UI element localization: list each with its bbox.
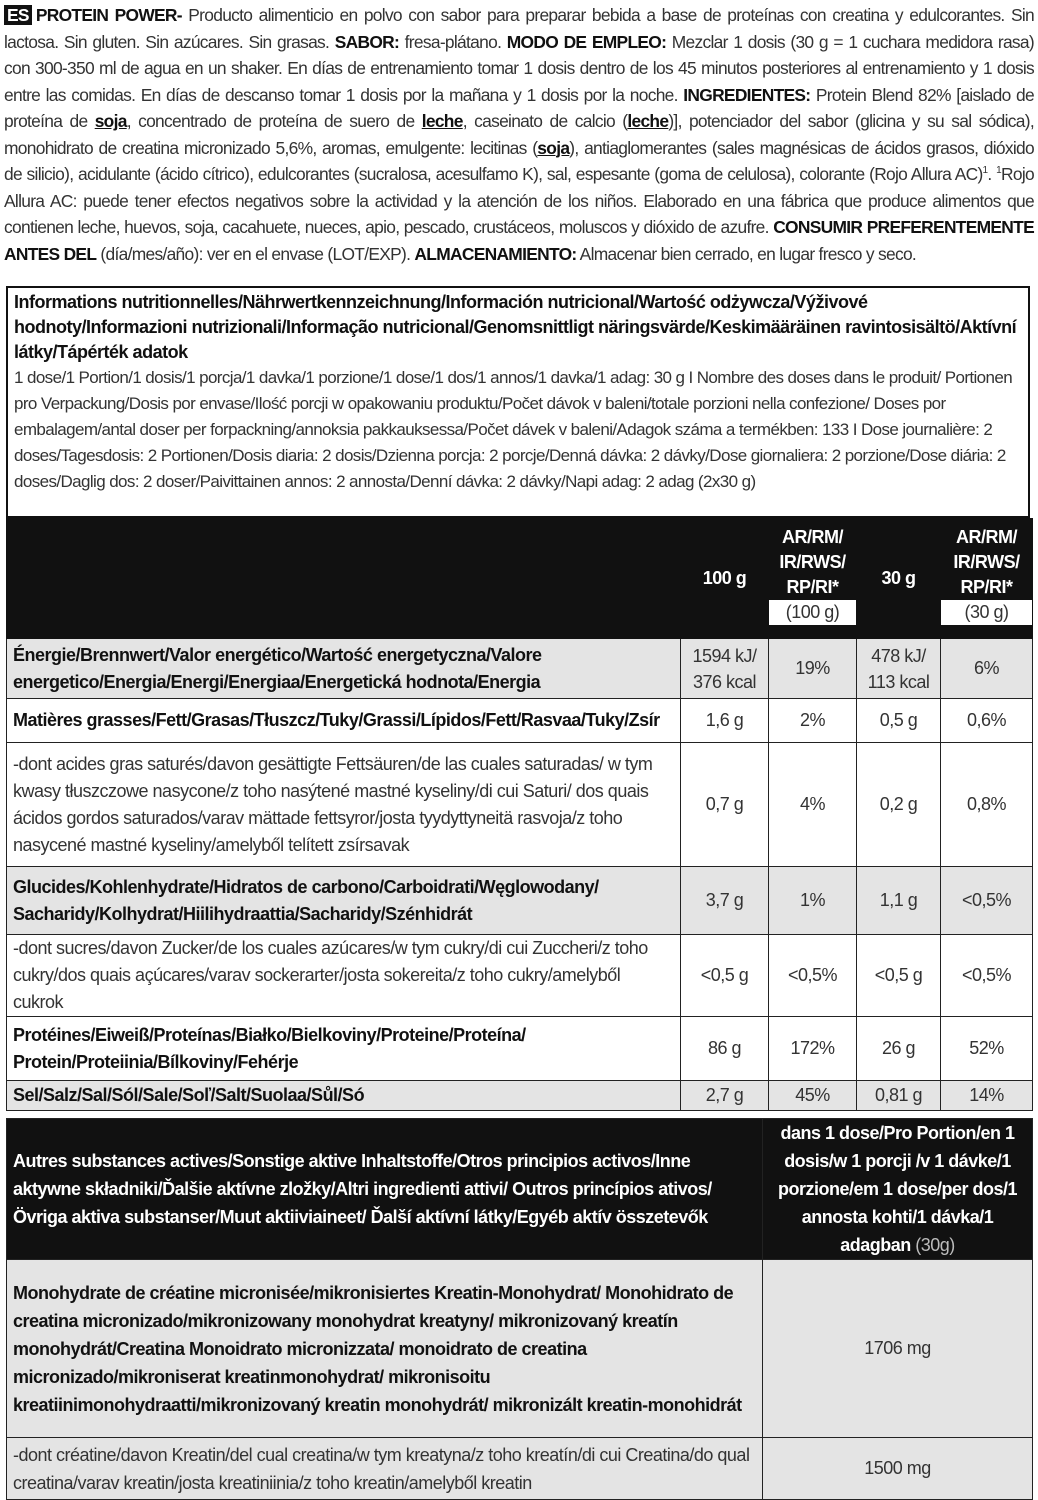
ingredients-text: , caseinato de calcio ( [462,111,628,131]
row-value-100g: 1594 kJ/ 376 kcal [681,639,769,699]
footnote-marker: 1 [996,165,1002,177]
product-description: Producto alimenticio en polvo con sabor para preparar bebida a base de proteínas con creatina y edulcorantes. Sin lactosa. Sin gluten. Sin azúcares. Sin grasas. [4,5,1034,52]
creatine-row [7,1260,1033,1438]
active-header-dose [763,1119,1033,1260]
row-ri-30g: <0,5% [941,867,1033,935]
allergen-leche: leche [421,111,463,131]
best-before-value: (día/mes/año): ver en el envase (LOT/EXP). [96,243,415,264]
es-ingredients-block [4,2,1034,267]
ingredients-text: Protein Blend 82% [aislado de proteína de [4,84,1034,131]
nutrition-row-energy [7,639,1033,699]
allergen-soja: soja [537,137,570,158]
row-ri-30g: 14% [941,1081,1033,1111]
active-header-label: Autres substances actives/Sonstige aktive Inhaltstoffe/Otros principios activos/Inne aktywne składniki/Ďalšie aktívne zložky/Altri ingredienti attivi/ Outros princípios ativos/Övriga aktiva substanser/Muut aktiiviaineet/ Ďalší aktívní látky/Egyéb aktív összetevők [7,1119,763,1260]
storage-value: Almacenar bien cerrado, en lugar fresco y seco. [576,243,917,264]
row-label: Sel/Salz/Sal/Sól/Sale/Soľ/Salt/Suolaa/Sůl/Só [7,1081,681,1111]
row-label: Énergie/Brennwert/Valor energético/Wartość energetyczna/Valore energetico/Energia/Energi/Energiaa/Energetická hodnota/Energia [7,639,681,699]
row-value-100g: 86 g [681,1017,769,1081]
flavor-value: fresa-plátano. [399,31,507,52]
row-value-30g: 478 kJ/ 113 kcal [857,639,941,699]
header-ri-unit: (30 g) [941,600,1032,625]
footnote-marker: 1 [982,165,988,177]
active-header-dose-text: dans 1 dose/Pro Portion/en 1 dosis/w 1 porcji /v 1 dávke/1 porzione/em 1 dose/per dos/1 annosta kohti/1 dávka/1 adagban [777,1123,1018,1255]
header-blank [7,519,681,639]
row-ri-100g: 4% [769,743,857,867]
row-ri-100g: 1% [769,867,857,935]
row-value-100g: 2,7 g [681,1081,769,1111]
row-value-30g: <0,5 g [857,935,941,1017]
ingredients-text: Rojo Allura AC: puede tener efectos negativos sobre la actividad y la atención de los niños. Elaborado en una fábrica que produce alimentos que contienen leche, huevos, soja, cacahuete, nueces, apio, pescado, crustáceos, moluscos y dióxido de azufre. [4,164,1034,237]
allergen-soja: soja [94,111,127,131]
storage-label: ALMACENAMIENTO: [414,243,577,264]
usage-value: Mezclar 1 dosis (30 g = 1 cuchara medidora rasa) con 300-350 ml de agua en un shaker. En días de entrenamiento tomar 1 dosis dentro de los 45 minutos posteriores al entrenamiento y 1 dosis entre las comidas. En días de descanso tomar 1 dosis por la mañana y 1 dosis por la noche. [4,31,1034,105]
ingredients-text: , concentrado de proteína de suero de [126,111,422,131]
creatine-cell [7,1260,763,1438]
nutrition-table [6,518,1033,1111]
nutrition-row-fat [7,699,1033,743]
product-name: PROTEIN POWER- [35,5,182,25]
row-label: Matières grasses/Fett/Grasas/Tłuszcz/Tuky/Grassi/Lípidos/Fett/Rasvaa/Tuky/Zsír [7,699,681,743]
row-ri-100g: 2% [769,699,857,743]
row-ri-30g: 0,8% [941,743,1033,867]
row-value-30g: 26 g [857,1017,941,1081]
row-value-30g: 0,81 g [857,1081,941,1111]
nutrition-row-protein [7,1017,1033,1081]
row-label: -dont acides gras saturés/davon gesättigte Fettsäuren/de las cuales saturadas/ w tym kwasy tłuszczowe nasycone/z toho nasýtené mastné kyseliny/di cui Saturi/ dos quais ácidos gordos saturados/varav mättade fettsyror/josta tyydyttyneitä rasvoja/z toho nasycené mastné kyseliny/amelyből telített zsírsavak [7,743,681,867]
row-ri-30g: 52% [941,1017,1033,1081]
header-100g: 100 g [681,519,769,639]
row-value-100g: 0,7 g [681,743,769,867]
flavor-label: SABOR: [334,31,400,52]
header-ri-label: AR/RM/ IR/RWS/ RP/RI* [953,527,1020,597]
row-value-100g: 3,7 g [681,867,769,935]
header-ri-100g [769,519,857,639]
ingredients-text: . [987,164,997,184]
ingredients-text: ), antiaglomerantes (sales magnésicas de ácidos grasos, dióxido de silicio), acidulante (ácido cítrico), edulcorantes (sucralosa, acesulfamo K), sal, espesante (goma de celulosa), colorante (Rojo Allura AC) [4,137,1034,184]
row-value-30g: 0,5 g [857,699,941,743]
row-value-100g: <0,5 g [681,935,769,1017]
creatine-sub-value: 1500 mg [763,1438,1033,1500]
best-before-label: CONSUMIR PREFERENTEMENTE ANTES DEL [4,217,1034,264]
row-ri-30g: <0,5% [941,935,1033,1017]
row-ri-100g: <0,5% [769,935,857,1017]
row-label: -dont sucres/davon Zucker/de los cuales azúcares/w tym cukry/di cui Zuccheri/z toho cukry/dos quais açúcares/varav sockerarter/josta sokereita/z toho cukry/amelyből cukrok [7,935,681,1017]
nutrition-info-box [6,286,1030,518]
row-ri-30g: 0,6% [941,699,1033,743]
row-value-100g: 1,6 g [681,699,769,743]
ingredients-label: INGREDIENTES: [683,84,811,105]
creatine-sub-label: -dont créatine/davon Kreatin/del cual creatina/w tym kreatyna/z toho kreatín/di cui Creatina/do qual creatina/varav kreatin/josta kreatiniinia/z toho kreatin/amelyből kreatin [7,1438,763,1500]
row-value-30g: 0,2 g [857,743,941,867]
header-ri-30g [941,519,1033,639]
active-header-dose-unit: (30g) [915,1235,955,1255]
row-label: Protéines/Eiweiß/Proteínas/Białko/Bielkoviny/Proteine/Proteína/ Protein/Proteiinia/Bílkoviny/Fehérje [7,1017,681,1081]
nutrition-row-carbs [7,867,1033,935]
nutrition-row-sugars [7,935,1033,1017]
creatine-sub-row [7,1438,1033,1500]
serving-info-text: 1 dose/1 Portion/1 dosis/1 porcja/1 davka/1 porzione/1 dose/1 dos/1 annos/1 davka/1 adag: 30 g I Nombre des doses dans le produit/ Portionen pro Verpackung/Dosis por envase/Ilość porcji w opakowaniu produktu/Počet dávok v baleni/totale porzioni nella confezione/ Doses por embalagem/antal doser per forpackning/annoksia pakkauksessa/Počet dávek v baleni/Adagok száma a termékben: 133 I Dose journalière: 2 doses/Tagesdosis: 2 Portionen/Dosis diaria: 2 dosis/Dzienna porcja: 2 porcje/Denná dávka: 2 dávky/Dose giornaliera: 2 porzione/Dose diária: 2 doses/Daglig dos: 2 doser/Paivittainen annos: 2 annosta/Denní dávka: 2 dávky/Napi adag: 2 adag (2x30 g) [14,368,1013,491]
usage-label: MODO DE EMPLEO: [506,31,667,52]
header-ri-label: AR/RM/ IR/RWS/ RP/RI* [779,527,846,597]
row-label: Glucides/Kohlenhydrate/Hidratos de carbono/Carboidrati/Węglowodany/ Sacharidy/Kolhydrat/Hiilihydraattia/Sacharidy/Szénhidrát [7,867,681,935]
language-badge: ES [4,5,32,25]
nutrition-header-row [7,519,1033,639]
row-value-30g: 1,1 g [857,867,941,935]
nutrition-row-saturated [7,743,1033,867]
active-header-row [7,1119,1033,1260]
row-ri-30g: 6% [941,639,1033,699]
allergen-leche: leche [627,111,669,131]
ingredients-text: )], potenciador del sabor (glicina y su sal sódica), monohidrato de creatina micronizado 5,6%, aromas, emulgente: lecitinas ( [4,111,1034,158]
row-ri-100g: 19% [769,639,857,699]
creatine-label: Monohydrate de créatine micronisée/mikronisiertes Kreatin-Monohydrat/ Monohidrato de creatina micronizado/mikronizowany monohydrat kreatyny/ mikronizovaný kreatín monohydrát/Creatina Monoidrato micronizzata/ monoidrato de creatina micronizado/mikroniserat kreatinmonohydrat/ mikronisoitu kreatiinimonohydraatti/mikronizovaný kreatin monohydrát/ mikronizált kreatin-monohidrát [13,1282,742,1415]
header-30g: 30 g [857,519,941,639]
row-ri-100g: 172% [769,1017,857,1081]
row-ri-100g: 45% [769,1081,857,1111]
header-ri-unit: (100 g) [769,600,856,625]
creatine-value: 1706 mg [763,1260,1033,1438]
nutrition-info-title: Informations nutritionnelles/Nährwertkennzeichnung/Información nutricional/Wartość odżywcza/Výživové hodnoty/Informazioni nutrizionali/Informação nutricional/Genomsnittligt näringsvärde/Keskimääräinen ravintosisältö/Aktívní látky/Tápérték adatok [14,292,1017,362]
active-substances-table [6,1118,1033,1500]
nutrition-row-salt [7,1081,1033,1111]
